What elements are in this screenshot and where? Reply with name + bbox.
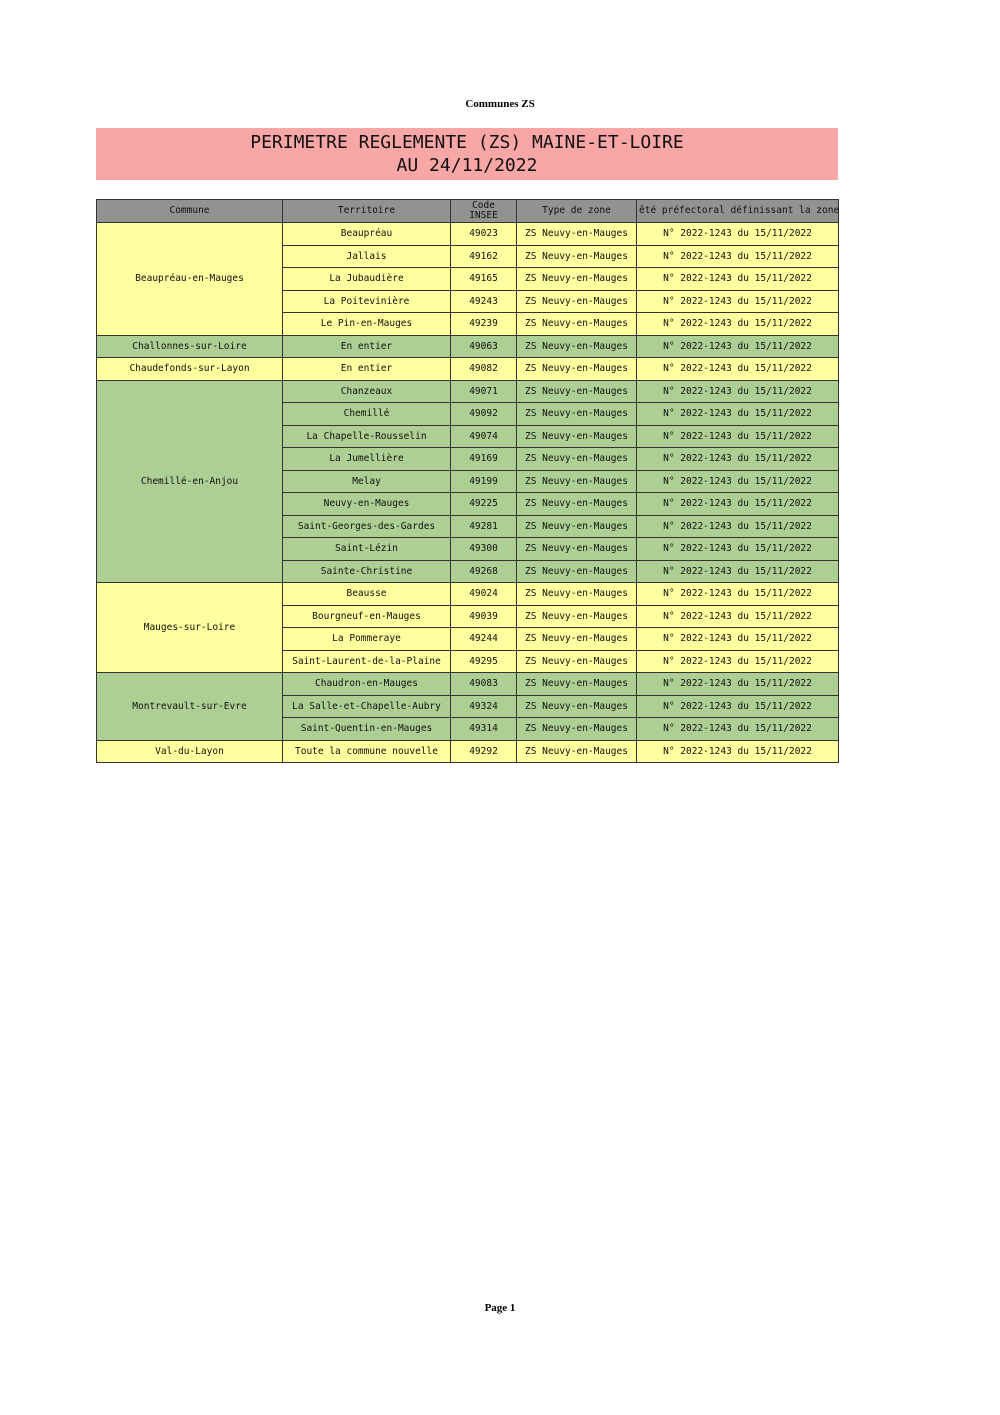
zone-type-cell: ZS Neuvy-en-Mauges [517,628,637,651]
table-row [97,380,839,403]
zone-type-cell: ZS Neuvy-en-Mauges [517,515,637,538]
territoire-cell: Melay [283,470,451,493]
territoire-cell: La Jumellière [283,448,451,471]
code-insee-cell: 49024 [451,583,517,606]
zone-type-cell: ZS Neuvy-en-Mauges [517,223,637,246]
code-insee-cell: 49314 [451,718,517,741]
code-insee-cell: 49074 [451,425,517,448]
zone-type-cell: ZS Neuvy-en-Mauges [517,380,637,403]
zone-type-cell: ZS Neuvy-en-Mauges [517,718,637,741]
title-line-1: PERIMETRE REGLEMENTE (ZS) MAINE-ET-LOIRE [250,132,684,153]
table-row [97,583,839,606]
territoire-cell: Chanzeaux [283,380,451,403]
arrete-cell: N° 2022-1243 du 15/11/2022 [637,380,839,403]
document-header: Communes ZS [465,98,535,110]
territoire-cell: La Poitevinière [283,290,451,313]
code-insee-cell: 49082 [451,358,517,381]
territoire-cell: Chemillé [283,403,451,426]
arrete-header-text: êté préfectoral définissant la zone [639,205,840,216]
table-row [97,740,839,763]
commune-cell: Chaudefonds-sur-Layon [97,358,283,381]
arrete-cell: N° 2022-1243 du 15/11/2022 [637,583,839,606]
table-header-row [97,200,839,223]
arrete-cell: N° 2022-1243 du 15/11/2022 [637,560,839,583]
commune-cell: Mauges-sur-Loire [97,583,283,673]
commune-cell: Beaupréau-en-Mauges [97,223,283,336]
code-insee-cell: 49071 [451,380,517,403]
arrete-cell: N° 2022-1243 du 15/11/2022 [637,650,839,673]
zone-type-cell: ZS Neuvy-en-Mauges [517,358,637,381]
code-insee-cell: 49165 [451,268,517,291]
arrete-cell: N° 2022-1243 du 15/11/2022 [637,538,839,561]
territoire-cell: La Jubaudière [283,268,451,291]
code-insee-cell: 49268 [451,560,517,583]
commune-cell: Val-du-Layon [97,740,283,763]
column-header-territoire: Territoire [283,200,451,223]
zone-type-cell: ZS Neuvy-en-Mauges [517,538,637,561]
arrete-cell: N° 2022-1243 du 15/11/2022 [637,223,839,246]
code-insee-cell: 49063 [451,335,517,358]
territoire-cell: Sainte-Christine [283,560,451,583]
commune-cell: Challonnes-sur-Loire [97,335,283,358]
code-insee-cell: 49225 [451,493,517,516]
arrete-cell: N° 2022-1243 du 15/11/2022 [637,740,839,763]
territoire-cell: Chaudron-en-Mauges [283,673,451,696]
code-header-line-2: INSEE [469,210,498,221]
arrete-cell: N° 2022-1243 du 15/11/2022 [637,358,839,381]
zone-type-cell: ZS Neuvy-en-Mauges [517,583,637,606]
table-body [97,223,839,763]
zone-type-cell: ZS Neuvy-en-Mauges [517,673,637,696]
column-header-arrete [637,200,839,223]
arrete-cell: N° 2022-1243 du 15/11/2022 [637,448,839,471]
communes-table [96,199,839,763]
arrete-cell: N° 2022-1243 du 15/11/2022 [637,470,839,493]
commune-cell: Chemillé-en-Anjou [97,380,283,583]
table-row [97,673,839,696]
territoire-cell: Beaupréau [283,223,451,246]
territoire-cell: Saint-Laurent-de-la-Plaine [283,650,451,673]
arrete-cell: N° 2022-1243 du 15/11/2022 [637,673,839,696]
code-insee-cell: 49295 [451,650,517,673]
territoire-cell: Toute la commune nouvelle [283,740,451,763]
zone-type-cell: ZS Neuvy-en-Mauges [517,268,637,291]
territoire-cell: Saint-Lézin [283,538,451,561]
territoire-cell: La Chapelle-Rousselin [283,425,451,448]
zone-type-cell: ZS Neuvy-en-Mauges [517,695,637,718]
table-row [97,335,839,358]
code-insee-cell: 49300 [451,538,517,561]
arrete-cell: N° 2022-1243 du 15/11/2022 [637,695,839,718]
territoire-cell: La Salle-et-Chapelle-Aubry [283,695,451,718]
code-insee-cell: 49199 [451,470,517,493]
table-row [97,223,839,246]
arrete-cell: N° 2022-1243 du 15/11/2022 [637,605,839,628]
territoire-cell: Beausse [283,583,451,606]
territoire-cell: Bourgneuf-en-Mauges [283,605,451,628]
zone-type-cell: ZS Neuvy-en-Mauges [517,560,637,583]
arrete-cell: N° 2022-1243 du 15/11/2022 [637,313,839,336]
zone-type-cell: ZS Neuvy-en-Mauges [517,313,637,336]
zone-type-cell: ZS Neuvy-en-Mauges [517,290,637,313]
territoire-cell: En entier [283,358,451,381]
title-banner [96,128,838,180]
zone-type-cell: ZS Neuvy-en-Mauges [517,493,637,516]
code-insee-cell: 49292 [451,740,517,763]
column-header-type-zone: Type de zone [517,200,637,223]
code-insee-cell: 49239 [451,313,517,336]
code-insee-cell: 49083 [451,673,517,696]
column-header-commune: Commune [97,200,283,223]
commune-cell: Montrevault-sur-Evre [97,673,283,741]
code-insee-cell: 49039 [451,605,517,628]
code-insee-cell: 49244 [451,628,517,651]
arrete-cell: N° 2022-1243 du 15/11/2022 [637,245,839,268]
table-row [97,358,839,381]
page-number: Page 1 [484,1302,516,1314]
code-header-line-1: Code [472,200,495,211]
arrete-cell: N° 2022-1243 du 15/11/2022 [637,628,839,651]
zone-type-cell: ZS Neuvy-en-Mauges [517,245,637,268]
territoire-cell: En entier [283,335,451,358]
code-insee-cell: 49169 [451,448,517,471]
zone-type-cell: ZS Neuvy-en-Mauges [517,448,637,471]
territoire-cell: Jallais [283,245,451,268]
territoire-cell: Le Pin-en-Mauges [283,313,451,336]
code-insee-cell: 49092 [451,403,517,426]
zone-type-cell: ZS Neuvy-en-Mauges [517,403,637,426]
code-insee-cell: 49324 [451,695,517,718]
territoire-cell: Saint-Quentin-en-Mauges [283,718,451,741]
arrete-cell: N° 2022-1243 du 15/11/2022 [637,290,839,313]
code-insee-cell: 49162 [451,245,517,268]
code-insee-cell: 49243 [451,290,517,313]
zone-type-cell: ZS Neuvy-en-Mauges [517,740,637,763]
zone-type-cell: ZS Neuvy-en-Mauges [517,425,637,448]
arrete-cell: N° 2022-1243 du 15/11/2022 [637,335,839,358]
title-line-2: AU 24/11/2022 [396,155,538,176]
code-insee-cell: 49281 [451,515,517,538]
territoire-cell: Neuvy-en-Mauges [283,493,451,516]
zone-type-cell: ZS Neuvy-en-Mauges [517,605,637,628]
territoire-cell: La Pommeraye [283,628,451,651]
zone-type-cell: ZS Neuvy-en-Mauges [517,335,637,358]
code-insee-cell: 49023 [451,223,517,246]
arrete-cell: N° 2022-1243 du 15/11/2022 [637,493,839,516]
arrete-cell: N° 2022-1243 du 15/11/2022 [637,425,839,448]
column-header-code-insee [451,200,517,223]
zone-type-cell: ZS Neuvy-en-Mauges [517,470,637,493]
zone-type-cell: ZS Neuvy-en-Mauges [517,650,637,673]
arrete-cell: N° 2022-1243 du 15/11/2022 [637,268,839,291]
territoire-cell: Saint-Georges-des-Gardes [283,515,451,538]
arrete-cell: N° 2022-1243 du 15/11/2022 [637,515,839,538]
arrete-cell: N° 2022-1243 du 15/11/2022 [637,718,839,741]
arrete-cell: N° 2022-1243 du 15/11/2022 [637,403,839,426]
